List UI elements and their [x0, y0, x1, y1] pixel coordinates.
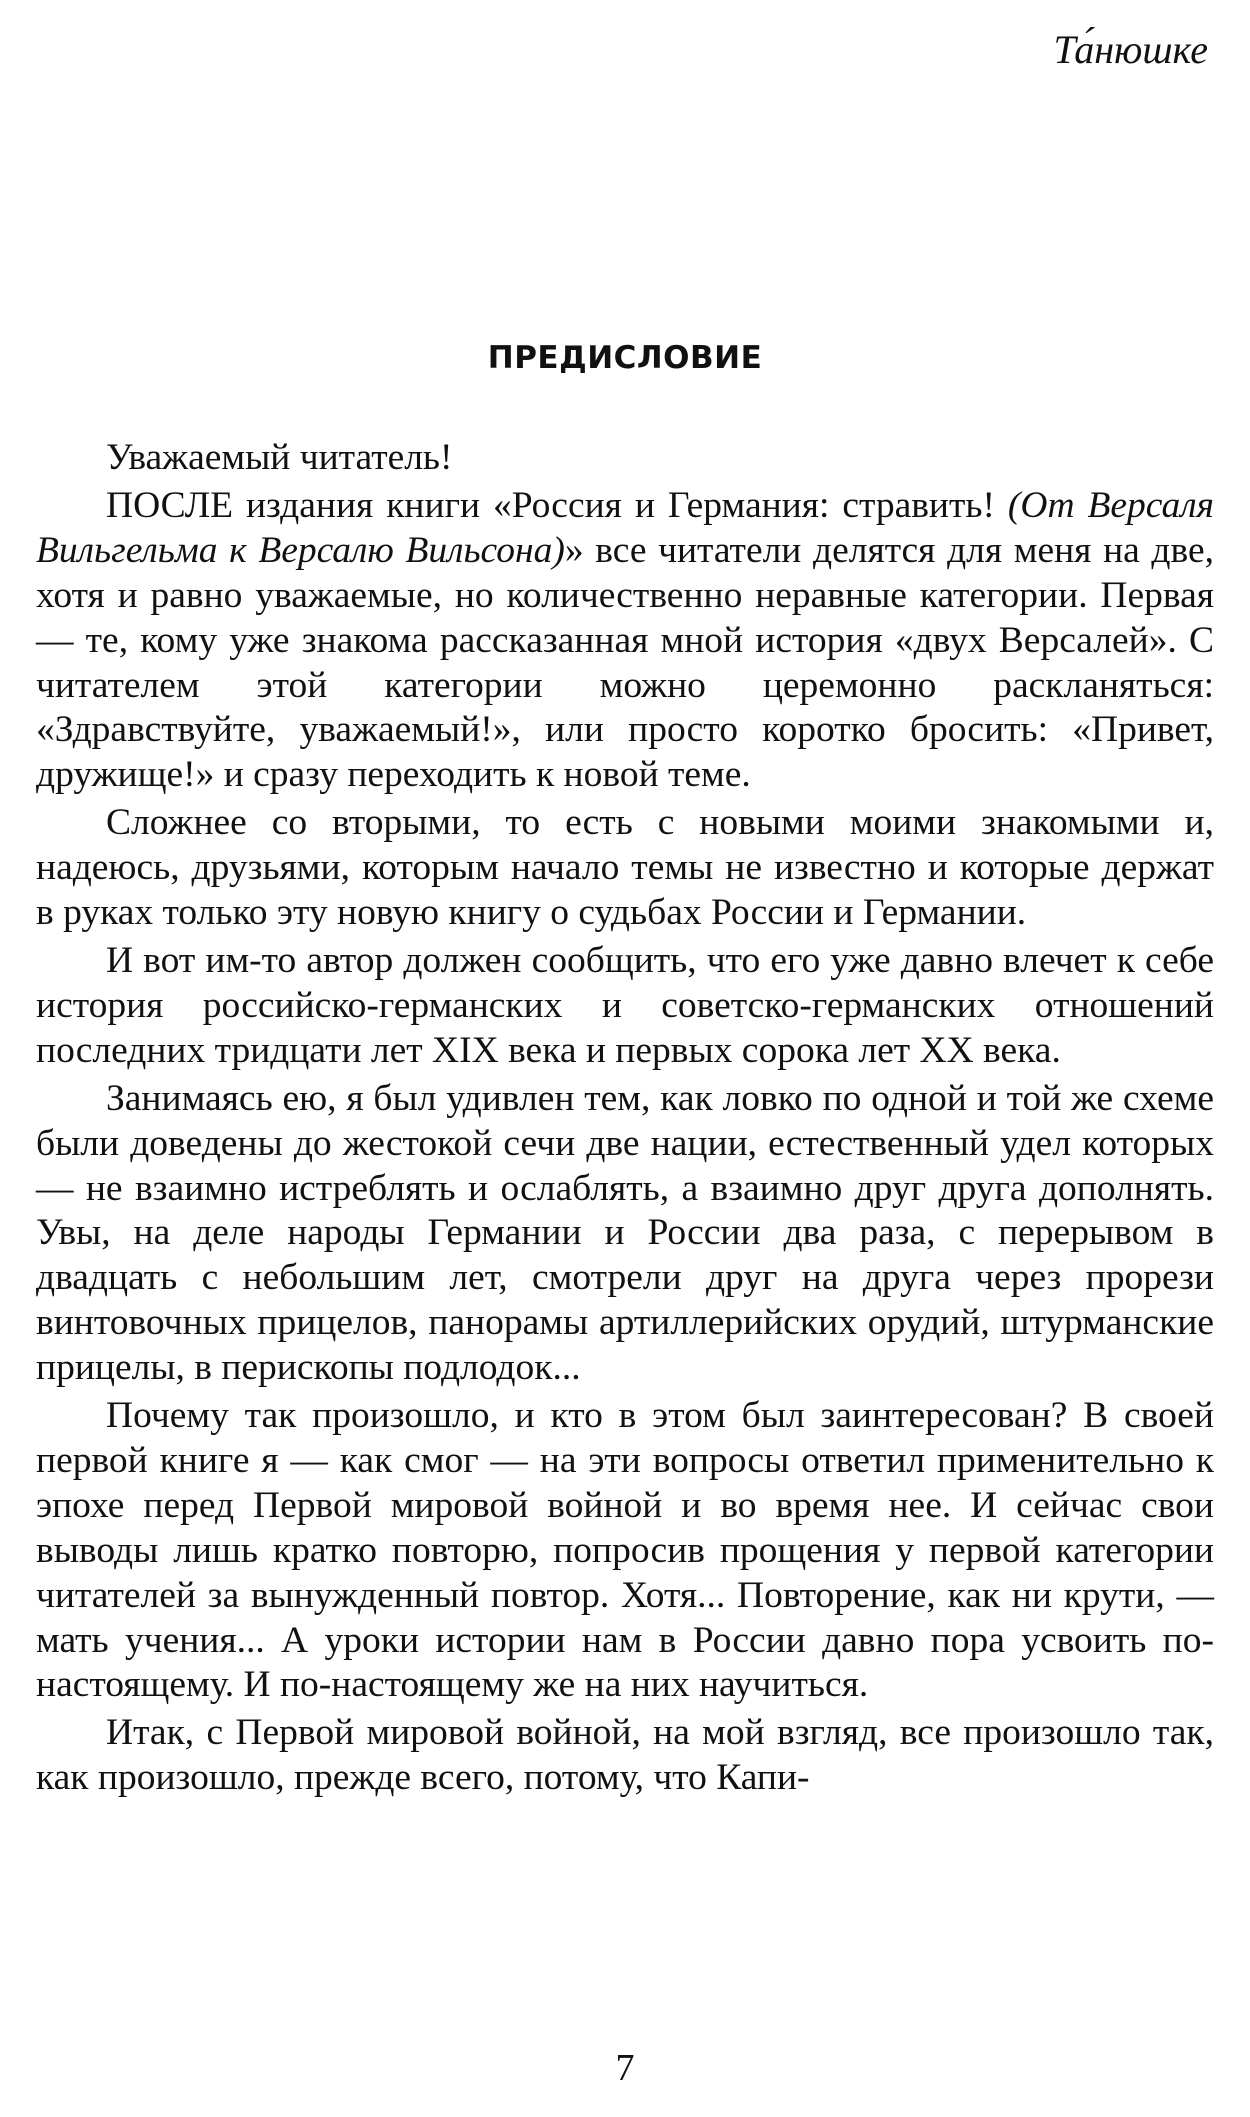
section-heading: ПРЕДИСЛОВИЕ — [487, 340, 763, 376]
greeting: Уважаемый читатель! — [106, 437, 453, 478]
paragraph-6: Итак, с Первой мировой войной, на мой взгляд, все произошло так, как произошло, прежде всего, потому, что Капи- — [36, 1712, 1214, 1799]
paragraph-1-start: ПОСЛЕ издания книги «Россия и Германия: стравить! — [106, 484, 1008, 526]
paragraph-4: Занимаясь ею, я был удивлен тем, как ловко по одной и той же схеме были доведены до жестокой сечи две нации, естественный удел которых — не взаимно истреблять и ослаблять, а взаимно друг друга дополнять. Увы, на деле народы Германии и России два раза, с перерывом в двадцать с небольшим лет, смотрели друг на друга через прорези винтовочных прицелов, панорамы артиллерийских орудий, штурманские прицелы, в перископы подлодок... — [36, 1077, 1214, 1389]
page-number: 7 — [615, 2047, 635, 2089]
dedication: Та́нюшке — [1053, 27, 1208, 72]
paragraph-5: Почему так произошло, и кто в этом был заинтересован? В своей первой книге я — как смог — на эти вопросы ответил применительно к эпохе перед Первой мировой войной и во время нее. И сейчас свои выводы лишь кратко повторю, попросив прощения у первой категории читателей за вынужденный повтор. Хотя... Повторение, как ни крути, — мать учения... А уроки истории нам в России давно пора усвоить по-настоящему. И по-настоящему же на них научиться. — [36, 1395, 1214, 1706]
paragraph-2: Сложнее со вторыми, то есть с новыми моими знакомыми и, надеюсь, друзьями, которым начало темы не известно и которые держат в руках только эту новую книгу о судьбах России и Германии. — [36, 802, 1214, 934]
paragraph-1-rest: » все читатели делятся для меня на две, хотя и равно уважаемые, но количественно неравные категории. Первая — те, кому уже знакома рассказанная мной история «двух Версалей». С читателем этой категории можно церемонно раскланяться: «Здравствуйте, уважаемый!», или просто коротко бросить: «Привет, дружище!» и сразу переходить к новой теме. — [36, 529, 1215, 796]
preface-body — [36, 436, 1214, 1801]
book-subtitle-italic: (От Версаля Вильгельма к Версалю Вильсона) — [36, 484, 1214, 571]
paragraph-3: И вот им-то автор должен сообщить, что его уже давно влечет к себе история российско-германских и советско-германских отношений последних тридцати лет XIX века и первых сорока лет XX века. — [36, 939, 1214, 1071]
paragraph-1 — [36, 484, 1214, 798]
